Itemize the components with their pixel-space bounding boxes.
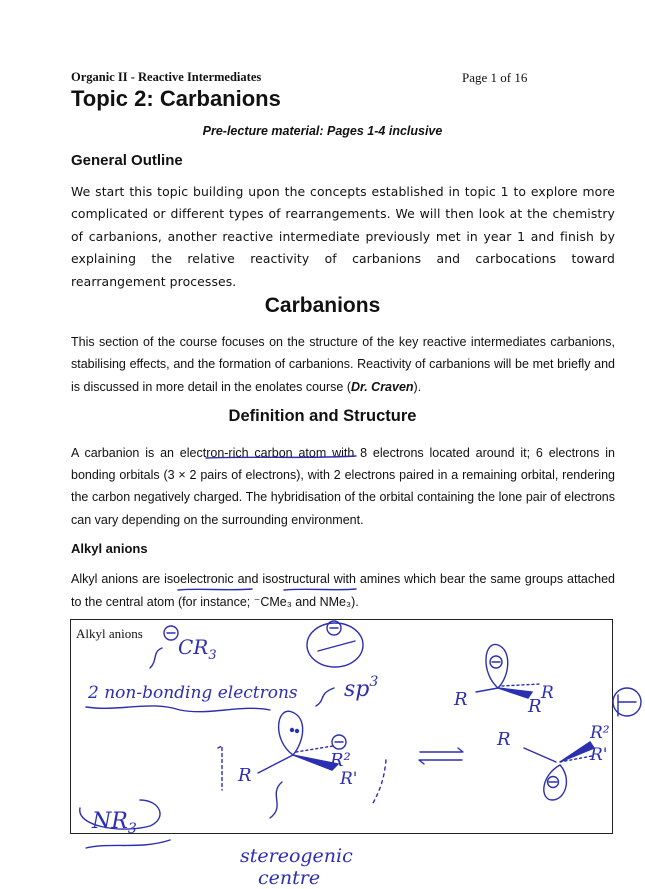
hand-r-right: R <box>454 689 468 710</box>
course-title: Organic II - Reactive Intermediates <box>71 70 262 84</box>
hand-r-right-3: R <box>541 683 554 703</box>
general-outline-heading: General Outline <box>71 152 183 169</box>
hand-r-left: R <box>238 765 252 786</box>
hand-r-right-2: R <box>528 696 542 717</box>
definition-heading: Definition and Structure <box>228 407 417 425</box>
underline-isostructural <box>284 589 356 590</box>
underline-isoelectronic <box>178 589 252 590</box>
alkyl-paragraph: Alkyl anions are isoelectronic and isostructural with amines which bear the same groups attached to the central atom (for instance; ⁻CMe₃ and NMe₃). <box>71 572 615 609</box>
definition-paragraph: A carbanion is an electron-rich carbon atom with 8 electrons located around it; 6 electrons in bonding orbitals (3 × 2 pairs of electrons), with 2 electrons paired in a remaining orbital, rendering the carbon negatively charged. The hybridisation of the orbital containing the lone pair of electrons can vary depending on the surrounding environment. <box>71 446 615 527</box>
lone-pair-orbital <box>279 711 303 755</box>
hand-r-lower: R <box>497 729 511 750</box>
hand-r1-left: R' <box>340 769 358 789</box>
outline-paragraph: We start this topic building upon the concepts established in topic 1 to explore more complicated or different types of rearrangements. We will then look at the chemistry of carbanions, another reactive intermediate previously met in year 1 and finish by explaining the relative reactivity of carbanions and carbocations toward rearrangement processes. <box>71 184 615 289</box>
hand-centre: centre <box>258 867 321 889</box>
hand-sp3: $sp^3$ <box>344 674 379 702</box>
orbital-sketch <box>307 623 363 667</box>
hand-stereogenic: stereogenic <box>240 845 353 867</box>
arrow-to-cr3 <box>150 648 162 668</box>
hand-nr3: $NR_3$ <box>92 809 137 837</box>
underline-electron-rich <box>206 456 356 458</box>
topic-title: Topic 2: Carbanions <box>71 86 281 111</box>
figure-label: Alkyl anions <box>76 626 143 641</box>
alkyl-anions-heading: Alkyl anions <box>71 541 148 556</box>
hand-r2-left: R² <box>330 750 351 771</box>
page-number: Page 1 of 16 <box>462 70 528 85</box>
craven-reference: Dr. Craven <box>351 379 414 394</box>
hand-r1-lower: R' <box>590 745 608 765</box>
hand-nonbonding: 2 non-bonding electrons <box>88 683 298 703</box>
hand-cr3: $CR_3$ <box>178 635 217 663</box>
prelecture-note: Pre-lecture material: Pages 1-4 inclusive <box>202 124 443 138</box>
carbanions-heading: Carbanions <box>264 294 381 317</box>
carbanions-text-before: This section of the course focuses on the structure of the key reactive intermediates carbanions, stabilising effects, and the formation of carbanions. Reactivity of carbanions will be met briefly and is discussed in more detail in the enolates course ( <box>71 335 615 394</box>
bond-r <box>258 755 293 773</box>
hand-r2-lower: R² <box>590 723 610 743</box>
carbanions-text-after: ). <box>413 379 422 394</box>
